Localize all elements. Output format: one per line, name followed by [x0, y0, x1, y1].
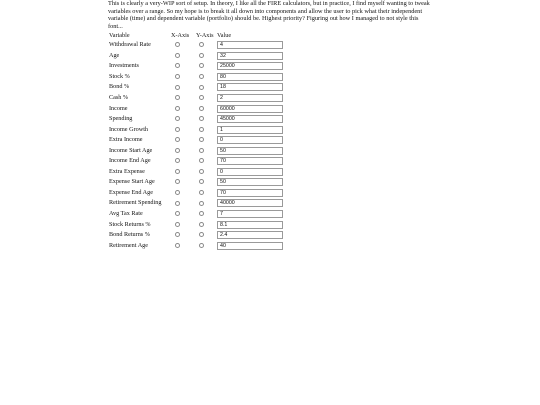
table-header-row	[107, 31, 283, 40]
x-axis-radio[interactable]	[175, 179, 180, 184]
value-cell	[217, 114, 283, 125]
x-axis-radio[interactable]	[175, 42, 180, 47]
variable-label: Income Growth	[109, 125, 149, 133]
y-axis-cell	[196, 156, 217, 167]
table-row	[107, 230, 283, 241]
y-axis-cell	[196, 177, 217, 188]
y-axis-radio[interactable]	[199, 63, 204, 68]
value-cell	[217, 230, 283, 241]
y-axis-cell	[196, 230, 217, 241]
x-axis-radio[interactable]	[175, 169, 180, 174]
value-cell	[217, 167, 283, 178]
y-axis-cell	[196, 135, 217, 146]
x-axis-radio[interactable]	[175, 148, 180, 153]
y-axis-cell	[196, 145, 217, 156]
y-axis-cell	[196, 103, 217, 114]
value-input[interactable]	[217, 157, 283, 165]
y-axis-cell	[196, 188, 217, 199]
table-row	[107, 114, 283, 125]
x-axis-cell	[171, 240, 196, 251]
y-axis-radio[interactable]	[199, 158, 204, 163]
x-axis-radio[interactable]	[175, 137, 180, 142]
x-axis-cell	[171, 61, 196, 72]
variable-label: Bond %	[109, 83, 130, 91]
value-cell	[217, 124, 283, 135]
x-axis-radio[interactable]	[175, 74, 180, 79]
x-axis-cell	[171, 156, 196, 167]
value-input[interactable]	[217, 52, 283, 60]
table-row	[107, 61, 283, 72]
table-row	[107, 124, 283, 135]
table-row	[107, 167, 283, 178]
x-axis-radio[interactable]	[175, 127, 180, 132]
y-axis-radio[interactable]	[199, 53, 204, 58]
value-input[interactable]	[217, 126, 283, 134]
value-cell	[217, 61, 283, 72]
x-axis-cell	[171, 167, 196, 178]
y-axis-radio[interactable]	[199, 116, 204, 121]
variable-label: Age	[109, 51, 120, 59]
value-cell	[217, 72, 283, 83]
value-input[interactable]	[217, 94, 283, 102]
value-cell	[217, 93, 283, 104]
table-row	[107, 51, 283, 62]
table-row	[107, 135, 283, 146]
variable-label: Income Start Age	[109, 146, 153, 154]
x-axis-cell	[171, 177, 196, 188]
variable-column-header: Variable	[109, 32, 130, 39]
value-cell	[217, 219, 283, 230]
variable-label: Income End Age	[109, 157, 151, 165]
y-axis-radio[interactable]	[199, 232, 204, 237]
variable-label: Cash %	[109, 94, 129, 101]
x-axis-cell	[171, 40, 196, 51]
value-input[interactable]	[217, 199, 283, 207]
value-input[interactable]	[217, 73, 283, 81]
value-column-header: Value	[217, 32, 232, 39]
x-axis-cell	[171, 145, 196, 156]
table-row	[107, 72, 283, 83]
x-axis-cell	[171, 93, 196, 104]
x-axis-cell	[171, 72, 196, 83]
table-row	[107, 240, 283, 251]
x-axis-cell	[171, 51, 196, 62]
y-axis-radio[interactable]	[199, 222, 204, 227]
variables-table	[107, 31, 283, 251]
value-input[interactable]	[217, 242, 283, 250]
y-axis-radio[interactable]	[199, 211, 204, 216]
x-axis-radio[interactable]	[175, 158, 180, 163]
variable-label: Spending	[109, 115, 133, 123]
y-axis-radio[interactable]	[199, 127, 204, 132]
table-row	[107, 82, 283, 93]
y-axis-cell	[196, 61, 217, 72]
y-axis-radio[interactable]	[199, 42, 204, 47]
value-input[interactable]	[217, 221, 283, 229]
value-cell	[217, 198, 283, 209]
variable-label: Expense End Age	[109, 188, 153, 196]
variable-label: Income	[109, 104, 128, 112]
value-input[interactable]	[217, 41, 283, 49]
y-axis-cell	[196, 82, 217, 93]
x-axis-cell	[171, 124, 196, 135]
table-row	[107, 156, 283, 167]
y-axis-radio[interactable]	[199, 95, 204, 100]
x-axis-radio[interactable]	[175, 85, 180, 90]
variable-label: Stock %	[109, 72, 130, 80]
y-axis-radio[interactable]	[199, 243, 204, 248]
y-axis-radio[interactable]	[199, 179, 204, 184]
y-axis-radio[interactable]	[199, 190, 204, 195]
intro-paragraph: This is clearly a very-WIP sort of setup. In theory, I like all the FIRE calculators, but in practice, I find myself wanting to tweak variables over a range. So my hope is to break it all down into components and allow the user to pick what their independent variable (time) and dependent variable (portfolio) should be. Highest priority? Figuring out how I managed to not style this font...	[108, 0, 430, 30]
y-axis-cell	[196, 209, 217, 220]
x-axis-cell	[171, 209, 196, 220]
y-axis-radio[interactable]	[199, 106, 204, 111]
x-axis-radio[interactable]	[175, 63, 180, 68]
table-row	[107, 145, 283, 156]
value-input[interactable]	[217, 147, 283, 155]
value-input[interactable]	[217, 168, 283, 176]
value-cell	[217, 240, 283, 251]
y-axis-cell	[196, 240, 217, 251]
value-input[interactable]	[217, 62, 283, 70]
x-axis-radio[interactable]	[175, 232, 180, 237]
value-cell	[217, 156, 283, 167]
y-axis-radio[interactable]	[199, 85, 204, 90]
x-axis-radio[interactable]	[175, 222, 180, 227]
y-axis-radio[interactable]	[199, 137, 204, 142]
x-axis-radio[interactable]	[175, 201, 180, 206]
y-axis-column-header: Y-Axis	[196, 32, 214, 39]
value-input[interactable]	[217, 178, 283, 186]
table-row	[107, 40, 283, 51]
value-cell	[217, 82, 283, 93]
x-axis-cell	[171, 135, 196, 146]
y-axis-cell	[196, 51, 217, 62]
variable-label: Expense Start Age	[109, 178, 155, 186]
value-cell	[217, 51, 283, 62]
value-cell	[217, 145, 283, 156]
value-cell	[217, 188, 283, 199]
value-cell	[217, 135, 283, 146]
value-input[interactable]	[217, 105, 283, 113]
y-axis-cell	[196, 198, 217, 209]
table-row	[107, 198, 283, 209]
value-input[interactable]	[217, 83, 283, 91]
variable-label: Extra Income	[109, 136, 143, 144]
x-axis-cell	[171, 198, 196, 209]
value-input[interactable]	[217, 136, 283, 144]
variable-label: Retirement Spending	[109, 199, 162, 207]
table-row	[107, 93, 283, 104]
y-axis-cell	[196, 124, 217, 135]
y-axis-cell	[196, 167, 217, 178]
x-axis-cell	[171, 103, 196, 114]
y-axis-radio[interactable]	[199, 201, 204, 206]
value-cell	[217, 103, 283, 114]
x-axis-cell	[171, 230, 196, 241]
x-axis-column-header: X-Axis	[171, 32, 190, 39]
variable-label: Avg Tax Rate	[109, 210, 143, 218]
x-axis-radio[interactable]	[175, 243, 180, 248]
variable-label: Withdrawal Rate	[109, 41, 151, 49]
y-axis-radio[interactable]	[199, 148, 204, 153]
y-axis-cell	[196, 72, 217, 83]
y-axis-cell	[196, 219, 217, 230]
variable-label: Bond Returns %	[109, 231, 150, 239]
table-row	[107, 219, 283, 230]
value-input[interactable]	[217, 189, 283, 197]
value-cell	[217, 209, 283, 220]
value-input[interactable]	[217, 115, 283, 123]
table-row	[107, 209, 283, 220]
x-axis-radio[interactable]	[175, 106, 180, 111]
value-cell	[217, 177, 283, 188]
x-axis-cell	[171, 219, 196, 230]
table-row	[107, 177, 283, 188]
x-axis-cell	[171, 82, 196, 93]
variable-label: Retirement Age	[109, 241, 149, 249]
table-row	[107, 103, 283, 114]
value-input[interactable]	[217, 210, 283, 218]
x-axis-radio[interactable]	[175, 116, 180, 121]
x-axis-cell	[171, 114, 196, 125]
y-axis-cell	[196, 93, 217, 104]
x-axis-radio[interactable]	[175, 95, 180, 100]
variable-label: Extra Expense	[109, 167, 145, 175]
x-axis-radio[interactable]	[175, 190, 180, 195]
x-axis-radio[interactable]	[175, 211, 180, 216]
variables-table-body	[107, 40, 283, 251]
x-axis-radio[interactable]	[175, 53, 180, 58]
value-input[interactable]	[217, 231, 283, 239]
y-axis-cell	[196, 40, 217, 51]
variable-label: Investments	[109, 62, 139, 70]
variable-label: Stock Returns %	[109, 220, 151, 228]
y-axis-radio[interactable]	[199, 74, 204, 79]
x-axis-cell	[171, 188, 196, 199]
y-axis-cell	[196, 114, 217, 125]
y-axis-radio[interactable]	[199, 169, 204, 174]
table-row	[107, 188, 283, 199]
value-cell	[217, 40, 283, 51]
